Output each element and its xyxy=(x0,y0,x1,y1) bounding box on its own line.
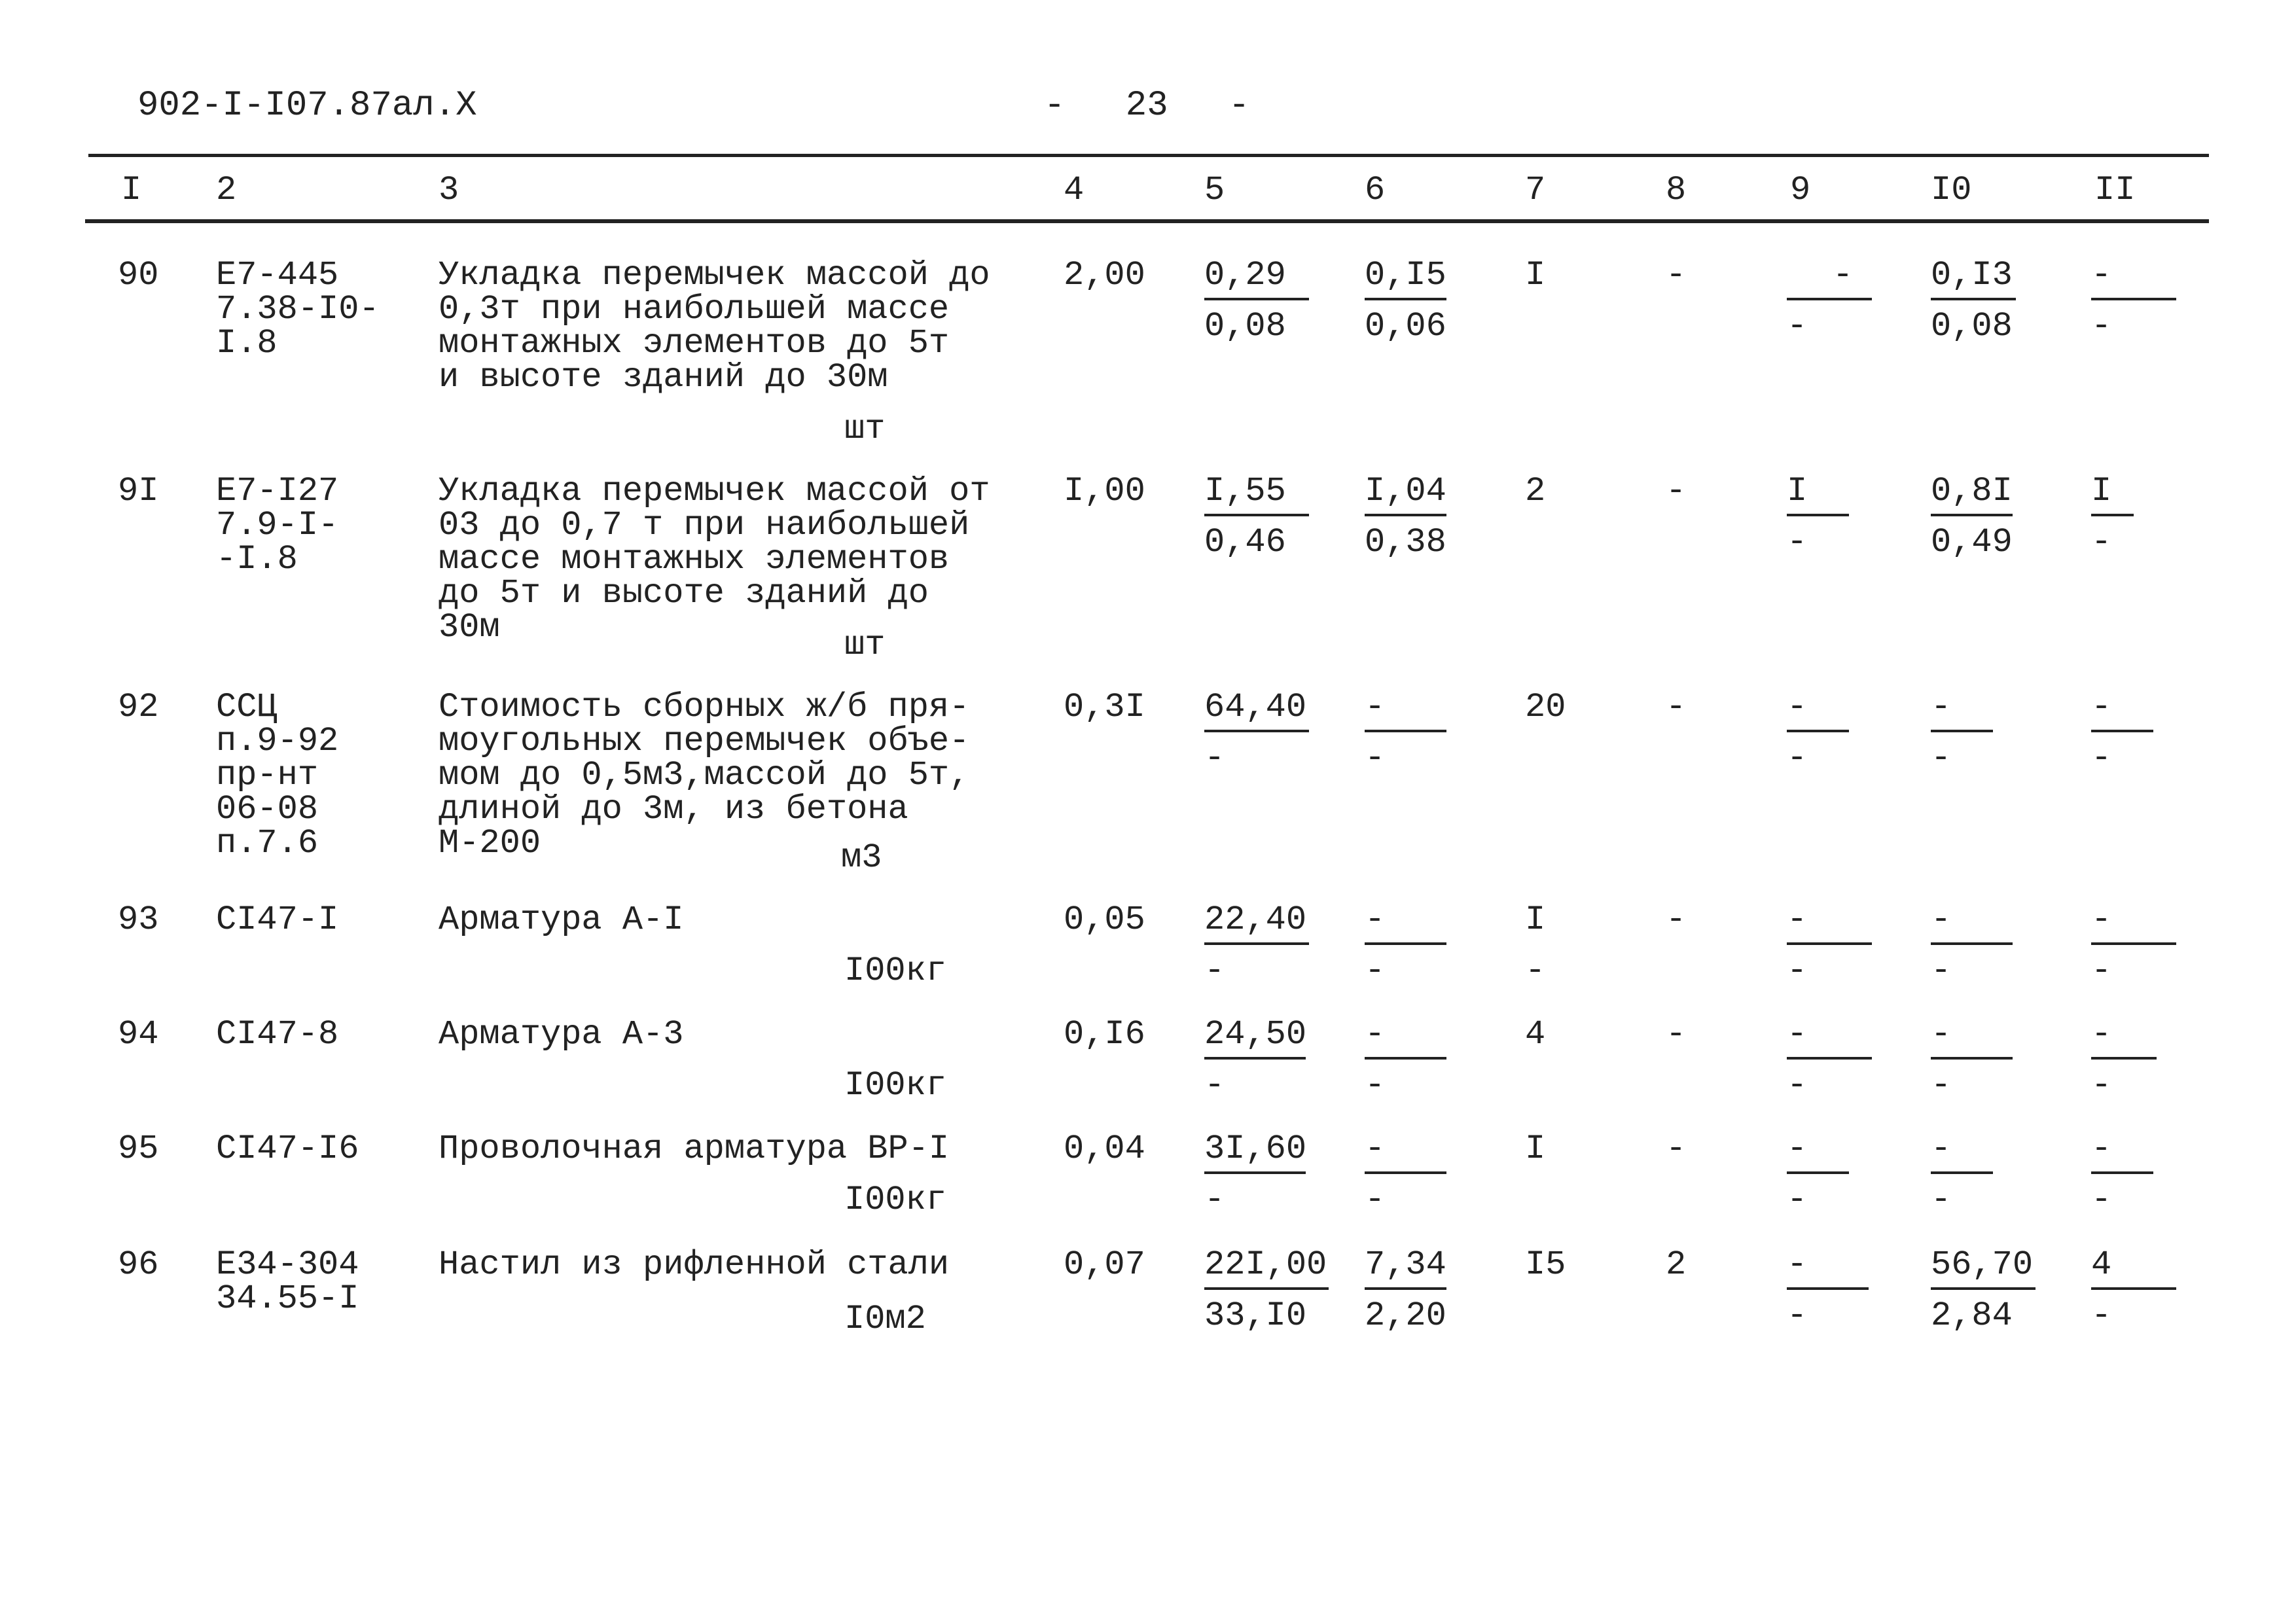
col10-top: - xyxy=(1931,1130,1952,1168)
col9-top: - xyxy=(1787,1245,1808,1284)
col9-bottom: - xyxy=(1787,739,1808,777)
col7-value: I xyxy=(1525,256,1546,294)
column-header-7: 7 xyxy=(1525,171,1546,209)
col5-bottom: 0,08 xyxy=(1204,307,1286,346)
col9-top: - xyxy=(1787,1130,1808,1168)
col6-top: - xyxy=(1365,901,1386,939)
col5-bottom: - xyxy=(1204,952,1225,990)
col8-value: - xyxy=(1666,688,1687,726)
col7-value: I xyxy=(1525,901,1546,939)
row-description: Укладка перемычек массой до 0,3т при наибольшей массе монтажных элементов до 5т и высоте зданий до 30м xyxy=(439,256,990,397)
col6-bottom: - xyxy=(1365,952,1386,990)
row-number: 92 xyxy=(118,688,159,726)
row-unit: I00кг xyxy=(844,1066,947,1105)
col11-top: - xyxy=(2091,256,2112,294)
col5-top: 24,50 xyxy=(1204,1015,1307,1054)
row-number: 94 xyxy=(118,1015,159,1054)
col6-top: I,04 xyxy=(1365,472,1446,510)
row-unit: I00кг xyxy=(844,1181,947,1219)
column-header-6: 6 xyxy=(1365,171,1386,209)
row-quantity: 0,I6 xyxy=(1064,1015,1145,1054)
col10-bottom: 0,08 xyxy=(1931,307,2013,346)
row-number: 93 xyxy=(118,901,159,939)
col7-value: I5 xyxy=(1525,1245,1566,1284)
row-code: CI47-I6 xyxy=(216,1130,359,1168)
col8-value: - xyxy=(1666,901,1687,939)
col9-top: - xyxy=(1787,1015,1808,1054)
col6-top: - xyxy=(1365,1130,1386,1168)
col6-bottom: 2,20 xyxy=(1365,1296,1446,1335)
col6-top: - xyxy=(1365,688,1386,726)
col6-bottom: 0,38 xyxy=(1365,523,1446,562)
col8-value: - xyxy=(1666,472,1687,510)
row-description: Укладка перемычек массой от 03 до 0,7 т при наибольшей массе монтажных элементов до 5т и высоте зданий до 30м xyxy=(439,472,990,647)
col7-value: 2 xyxy=(1525,472,1546,510)
row-quantity: 0,3I xyxy=(1064,688,1145,726)
col5-top: 22I,00 xyxy=(1204,1245,1327,1284)
col9-bottom: - xyxy=(1787,523,1808,562)
col5-top: 3I,60 xyxy=(1204,1130,1307,1168)
column-header-3: 3 xyxy=(439,171,459,209)
header-bottom-rule xyxy=(85,219,2209,223)
col9-bottom: - xyxy=(1787,1181,1808,1219)
col8-value: 2 xyxy=(1666,1245,1687,1284)
row-number: 9I xyxy=(118,472,159,510)
col10-top: 0,8I xyxy=(1931,472,2013,510)
row-quantity: 0,05 xyxy=(1064,901,1145,939)
col9-bottom: - xyxy=(1787,1066,1808,1105)
row-description: Арматура А-I xyxy=(439,901,684,939)
row-description: Арматура А-3 xyxy=(439,1015,684,1054)
row-quantity: 0,07 xyxy=(1064,1245,1145,1284)
row-code: Е34-304 34.55-I xyxy=(216,1245,359,1318)
col11-bottom: - xyxy=(2091,1296,2112,1335)
col8-value: - xyxy=(1666,1015,1687,1054)
col11-bottom: - xyxy=(2091,1181,2112,1219)
col11-bottom: - xyxy=(2091,739,2112,777)
col7-value: I xyxy=(1525,1130,1546,1168)
col8-value: - xyxy=(1666,256,1687,294)
col6-bottom: - xyxy=(1365,1066,1386,1105)
column-header-5: 5 xyxy=(1204,171,1225,209)
col10-bottom: - xyxy=(1931,1181,1952,1219)
col6-top: 0,I5 xyxy=(1365,256,1446,294)
row-number: 90 xyxy=(118,256,159,294)
col6-bottom: 0,06 xyxy=(1365,307,1446,346)
col11-bottom: - xyxy=(2091,523,2112,562)
col5-bottom: - xyxy=(1204,1066,1225,1105)
row-code: ССЦ п.9-92 пр-нт 06-08 п.7.6 xyxy=(216,688,339,863)
row-description: Стоимость сборных ж/б пря- моугольных перемычек объе- мом до 0,5м3,массой до 5т, длиной до 3м, из бетона М-200 xyxy=(439,688,970,863)
col5-bottom: - xyxy=(1204,739,1225,777)
col11-top: - xyxy=(2091,1015,2112,1054)
col10-bottom: 2,84 xyxy=(1931,1296,2013,1335)
col11-bottom: - xyxy=(2091,952,2112,990)
row-unit: шт xyxy=(844,410,886,448)
row-number: 96 xyxy=(118,1245,159,1284)
col7-value: 20 xyxy=(1525,688,1566,726)
row-code: CI47-I xyxy=(216,901,339,939)
col6-bottom: - xyxy=(1365,739,1386,777)
col11-top: - xyxy=(2091,688,2112,726)
column-header-8: 8 xyxy=(1666,171,1687,209)
col5-top: 22,40 xyxy=(1204,901,1307,939)
row-description: Проволочная арматура ВР-I xyxy=(439,1130,950,1168)
document-code: 902-I-I07.87ал.X xyxy=(137,86,477,126)
col7-value: 4 xyxy=(1525,1015,1546,1054)
col10-top: - xyxy=(1931,688,1952,726)
col11-top: - xyxy=(2091,1130,2112,1168)
col10-top: - xyxy=(1931,901,1952,939)
row-quantity: 0,04 xyxy=(1064,1130,1145,1168)
row-unit: I00кг xyxy=(844,952,947,990)
col6-top: - xyxy=(1365,1015,1386,1054)
top-rule xyxy=(88,154,2209,157)
col9-bottom: - xyxy=(1787,307,1808,346)
row-quantity: I,00 xyxy=(1064,472,1145,510)
row-unit: I0м2 xyxy=(844,1300,926,1338)
col5-bottom: 33,I0 xyxy=(1204,1296,1307,1335)
col9-bottom: - xyxy=(1787,1296,1808,1335)
row-code: Е7-445 7.38-I0- I.8 xyxy=(216,256,380,363)
column-header-9: 9 xyxy=(1790,171,1811,209)
col5-top: 0,29 xyxy=(1204,256,1286,294)
row-code: Е7-I27 7.9-I- -I.8 xyxy=(216,472,339,579)
col10-bottom: - xyxy=(1931,1066,1952,1105)
row-code: CI47-8 xyxy=(216,1015,339,1054)
col5-bottom: - xyxy=(1204,1181,1225,1219)
col9-top: - xyxy=(1833,256,1854,294)
col9-bottom: - xyxy=(1787,952,1808,990)
column-header-11: II xyxy=(2094,171,2136,209)
col5-bottom: 0,46 xyxy=(1204,523,1286,562)
col10-bottom: - xyxy=(1931,952,1952,990)
col10-bottom: - xyxy=(1931,739,1952,777)
row-quantity: 2,00 xyxy=(1064,256,1145,294)
column-header-4: 4 xyxy=(1064,171,1085,209)
col11-top: 4 xyxy=(2091,1245,2112,1284)
column-header-1: I xyxy=(121,171,142,209)
col10-top: 0,I3 xyxy=(1931,256,2013,294)
column-header-10: I0 xyxy=(1931,171,1972,209)
col5-top: I,55 xyxy=(1204,472,1286,510)
col5-top: 64,40 xyxy=(1204,688,1307,726)
row-description: Настил из рифленной стали xyxy=(439,1245,950,1284)
col10-top: 56,70 xyxy=(1931,1245,2034,1284)
col6-bottom: - xyxy=(1365,1181,1386,1219)
col9-top: - xyxy=(1787,901,1808,939)
row-unit: шт xyxy=(844,626,886,664)
col6-top: 7,34 xyxy=(1365,1245,1446,1284)
col10-top: - xyxy=(1931,1015,1952,1054)
col8-value: - xyxy=(1666,1130,1687,1168)
row-number: 95 xyxy=(118,1130,159,1168)
column-header-2: 2 xyxy=(216,171,237,209)
col11-top: I xyxy=(2091,472,2112,510)
page-number: - 23 - xyxy=(1044,86,1250,126)
col9-top: - xyxy=(1787,688,1808,726)
col11-bottom: - xyxy=(2091,1066,2112,1105)
col11-bottom: - xyxy=(2091,307,2112,346)
col11-top: - xyxy=(2091,901,2112,939)
col7-bottom-value: - xyxy=(1525,952,1546,990)
col10-bottom: 0,49 xyxy=(1931,523,2013,562)
col9-top: I xyxy=(1787,472,1808,510)
row-unit: м3 xyxy=(841,838,882,877)
